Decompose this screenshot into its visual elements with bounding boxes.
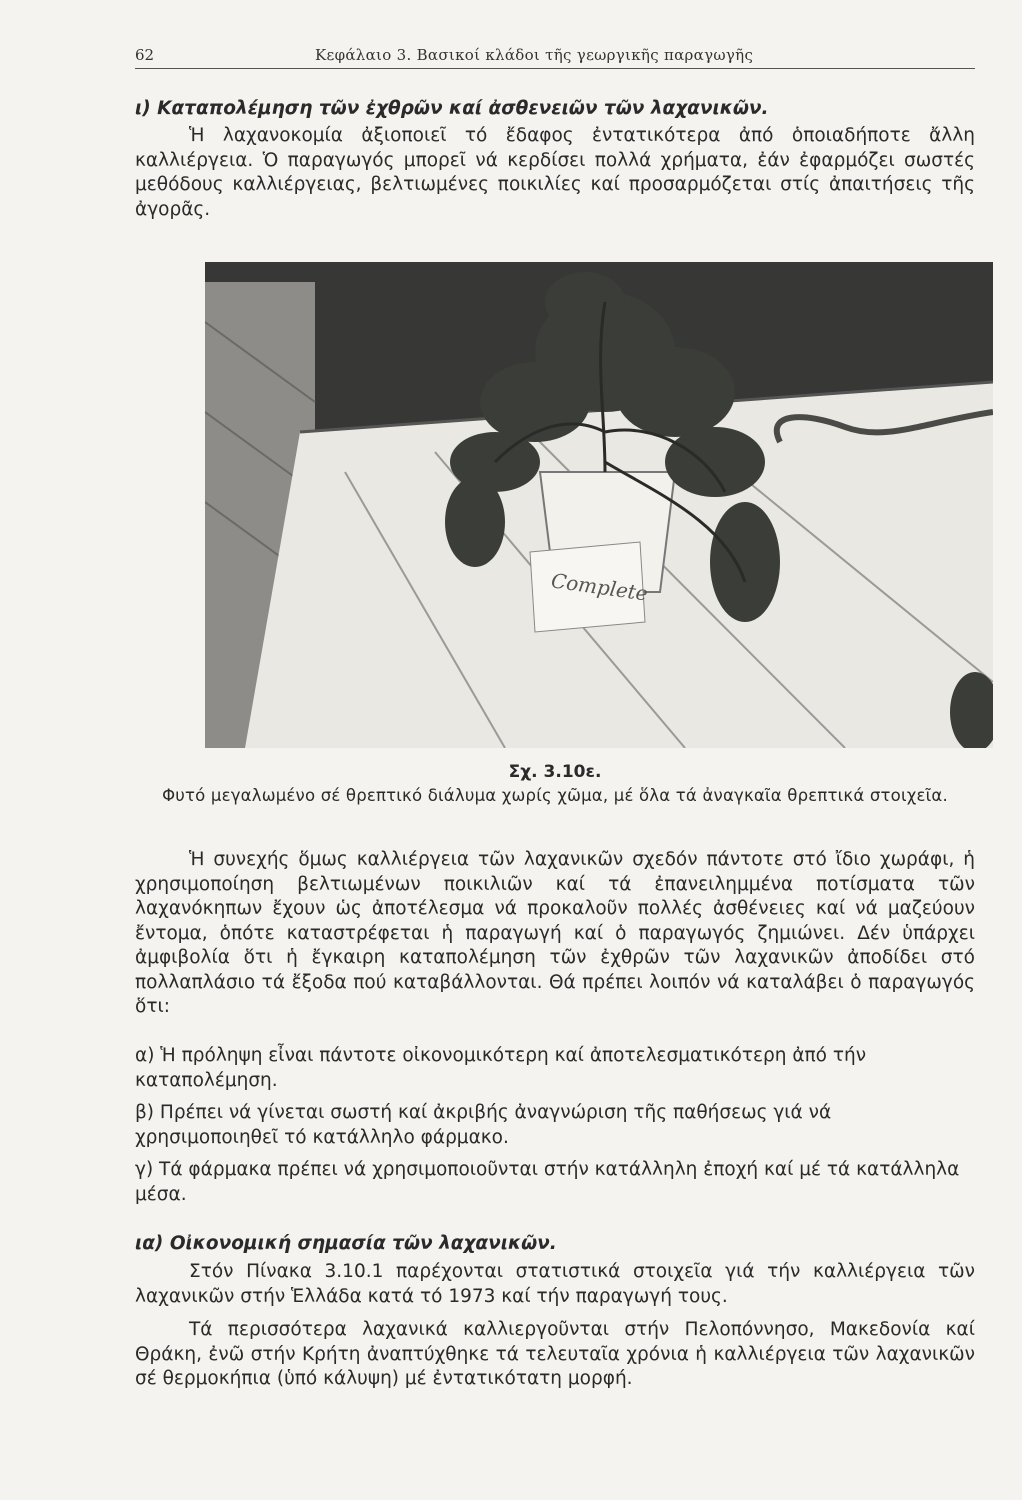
figure-label: Σχ. 3.10ε. xyxy=(508,762,602,782)
section-i-paragraph: Ἡ λαχανοκομία ἀξιοποιεῖ τό ἔδαφος ἐντατικότερα ἀπό ὁποιαδήποτε ἄλλη καλλιέργεια. Ὁ παραγωγός μπορεῖ νά κερδίσει πολλά χρήματα, ἐάν ἐφαρμόζει σωστές μεθόδους καλλιέργειας, βελτιωμένες ποικιλίες καί προσαρμόζεται στίς ἀπαιτήσεις τῆς ἀγορᾶς. xyxy=(135,125,975,220)
list-item-b: β) Πρέπει νά γίνεται σωστή καί ἀκριβής ἀναγνώριση τῆς παθήσεως γιά νά χρησιμοποιηθεῖ τό κατάλληλο φάρμακο. xyxy=(135,1102,832,1148)
figure-caption: Φυτό μεγαλωμένο σέ θρεπτικό διάλυμα χωρίς χῶμα, μέ ὅλα τά ἀναγκαῖα θρεπτικά στοιχεῖα. xyxy=(162,786,948,805)
section-ia-paragraph-1: Στόν Πίνακα 3.10.1 παρέχονται στατιστικά στοιχεῖα γιά τήν καλλιέργεια τῶν λαχανικῶν στήν Ἑλλάδα κατά τό 1973 καί τήν παραγωγή τους. xyxy=(135,1261,975,1307)
list-item-g: γ) Τά φάρμακα πρέπει νά χρησιμοποιοῦνται στήν κατάλληλη ἐποχή καί μέ τά κατάλληλα μέσα. xyxy=(135,1159,960,1205)
running-header xyxy=(135,44,975,69)
section-i-cont-paragraph: Ἡ συνεχής ὅμως καλλιέργεια τῶν λαχανικῶν σχεδόν πάντοτε στό ἴδιο χωράφι, ἡ χρησιμοποίηση βελτιωμένων ποικιλιῶν καί τά ἐπανειλημμένα ποτίσματα τῶν λαχανόκηπων ἔχουν ὡς ἀποτέλεσμα νά προκαλοῦν πολλές ἀσθένειες καί νά μαζεύουν ἔντομα, ὁπότε καταστρέφεται ἡ παραγωγή καί ὁ παραγωγός ζημιώνει. Δέν ὑπάρχει ἀμφιβολία ὅτι ἡ ἔγκαιρη καταπολέμηση τῶν ἐχθρῶν τῶν λαχανικῶν ἀποδίδει στό πολλαπλάσιο τά ἔξοδα πού καταβάλλονται. Θά πρέπει λοιπόν νά καταλάβει ὁ παραγωγός ὅτι: xyxy=(135,849,975,1017)
running-title: Κεφάλαιο 3. Βασικοί κλάδοι τῆς γεωργικῆς παραγωγῆς xyxy=(315,46,754,64)
section-heading-i: ι) Καταπολέμηση τῶν ἐχθρῶν καί ἀσθενειῶν τῶν λαχανικῶν. xyxy=(135,98,769,119)
list-item-a: α) Ἡ πρόληψη εἶναι πάντοτε οἰκονομικότερη καί ἀποτελεσματικότερη ἀπό τήν καταπολέμηση. xyxy=(135,1045,867,1091)
section-heading-ia: ια) Οἰκονομική σημασία τῶν λαχανικῶν. xyxy=(135,1233,557,1254)
page-number: 62 xyxy=(135,46,155,64)
section-ia-paragraph-2: Τά περισσότερα λαχανικά καλλιεργοῦνται στήν Πελοπόννησο, Μακεδονία καί Θράκη, ἐνῶ στήν Κρήτη ἀναπτύχθηκε τά τελευταῖα χρόνια ἡ καλλιέργεια τῶν λαχανικῶν σέ θερμοκήπια (ὑπό κάλυψη) μέ ἐντατικότατη μορφή. xyxy=(135,1319,975,1389)
hydroponic-plant-photo xyxy=(205,262,993,748)
sign-text: Complete xyxy=(549,568,650,606)
figure-photo xyxy=(205,262,993,748)
